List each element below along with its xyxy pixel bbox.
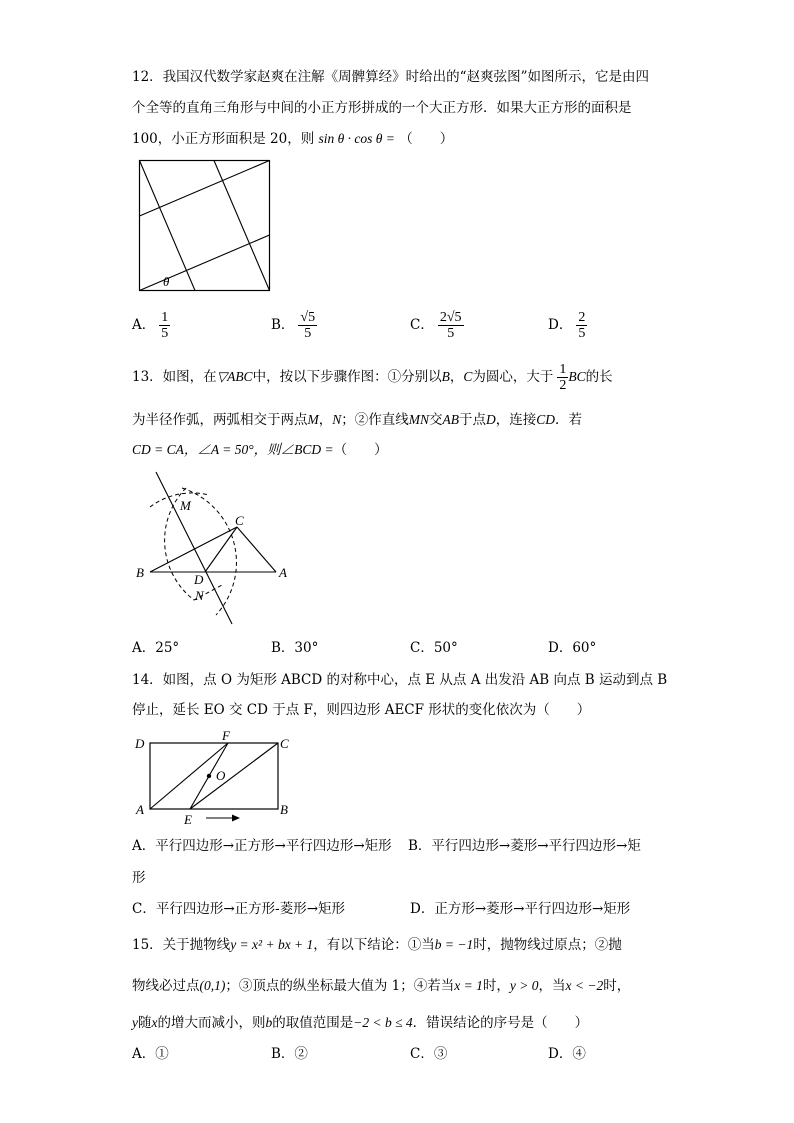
text: 于点 [459, 412, 487, 428]
option-letter: C． [410, 640, 434, 656]
text: ， [449, 369, 464, 385]
option-text: 50° [433, 640, 458, 656]
text: ， [318, 412, 333, 428]
q12-line3-prefix: 100，小正方形面积是 20，则 [132, 131, 315, 147]
option-text: ② [294, 1046, 308, 1062]
q12-option-b[interactable] [271, 310, 317, 341]
line-mn: MN [408, 412, 430, 427]
segment-ca [237, 527, 276, 572]
text: 时，抛物线过原点；②抛 [473, 937, 622, 953]
rectangle-diagram [134, 728, 304, 828]
q13-option-c[interactable] [410, 638, 458, 658]
option-text: 25° [155, 640, 180, 656]
segment-cd: CD [536, 412, 556, 427]
arrow-head [232, 815, 240, 822]
label-b: B [136, 565, 144, 580]
condition-x2: x < −2 [565, 978, 604, 993]
condition-x1: x = 1 [454, 978, 483, 993]
hypotenuse-1 [140, 235, 270, 291]
q14-option-b[interactable]: B．平行四边形→菱形→平行四边形→矩 [408, 838, 641, 854]
label-c: C [280, 736, 289, 751]
option-letter: C． [410, 317, 434, 333]
point-b: B [441, 369, 450, 384]
denominator: 5 [578, 326, 586, 341]
text: 15．关于抛物线 [132, 937, 231, 953]
fraction [576, 310, 587, 341]
label-a: A [136, 802, 144, 817]
q15-option-c[interactable] [410, 1044, 447, 1064]
text: 为半径作弧，两弧相交于两点 [132, 412, 308, 428]
condition-b: b = −1 [434, 937, 474, 952]
numerator: 1 [559, 362, 567, 377]
q14-option-b-wrap: 形 [132, 870, 146, 886]
numerator: √5 [300, 310, 316, 325]
outer-square [140, 161, 270, 291]
text: ，连接 [495, 412, 537, 428]
text: ．错误结论的序号是（ ） [412, 1015, 589, 1031]
q15-text-line3 [132, 1013, 588, 1033]
q12-option-c[interactable] [410, 310, 464, 341]
q12-option-d[interactable] [548, 310, 587, 341]
hypotenuse-4 [140, 161, 196, 291]
option-letter: A． [132, 1046, 156, 1062]
label-o: O [216, 768, 226, 783]
text: 交 [429, 412, 443, 428]
denominator: 2 [559, 378, 567, 393]
line-mn [156, 472, 232, 624]
q13-text-line3 [132, 440, 388, 460]
q15-option-b[interactable] [271, 1044, 308, 1064]
option-letter: B． [271, 640, 295, 656]
segment-ab: AB [442, 412, 460, 427]
text: 的长 [585, 369, 613, 385]
fraction [159, 310, 170, 341]
denominator: 5 [304, 326, 312, 341]
text: 时， [603, 978, 631, 994]
option-text: ① [155, 1046, 169, 1062]
text: 中，按以下步骤作图：①分别以 [252, 369, 442, 385]
text: ；②作直线 [341, 412, 409, 428]
hypotenuse-2 [214, 161, 270, 291]
answer-blank: （ ） [333, 442, 388, 458]
point-n: N [332, 412, 342, 427]
var-b: b [265, 1015, 273, 1030]
numerator: 1 [161, 310, 169, 325]
numerator: 2√5 [439, 310, 462, 325]
numerator: 2 [578, 310, 586, 325]
text: 时， [482, 978, 510, 994]
condition-expression: CD = CA，∠A = 50°，则∠BCD = [132, 442, 334, 457]
var-y: y [132, 1015, 138, 1030]
q14-option-a[interactable]: A．平行四边形→正方形→平行四边形→矩形 [132, 838, 392, 854]
q12-answer-blank: （ ） [399, 131, 454, 147]
option-letter: B． [271, 317, 295, 333]
point-c: C [463, 369, 473, 384]
option-letter: A． [132, 640, 156, 656]
q14-text-line1: 14．如图，点 O 为矩形 ABCD 的对称中心，点 E 从点 A 出发沿 AB 向点 B 运动到点 B [132, 672, 668, 688]
q14-option-d[interactable]: D．正方形→菱形→平行四边形→矩形 [410, 901, 631, 917]
fraction [298, 310, 317, 341]
text: ；③顶点的纵坐标最大值为 1；④若当 [225, 978, 455, 994]
option-letter: D． [548, 640, 573, 656]
label-d: D [194, 572, 204, 587]
q14-option-c[interactable]: C．平行四边形→正方形-菱形→矩形 [132, 901, 346, 917]
option-text: ④ [572, 1046, 586, 1062]
theta-label: θ [163, 274, 170, 289]
q12-expression: sin θ · cos θ = [318, 131, 395, 146]
fraction [438, 310, 464, 341]
point-0-1: (0,1) [199, 978, 226, 993]
text: 随 [138, 1015, 152, 1031]
hypotenuse-3 [140, 161, 270, 217]
option-text: ③ [433, 1046, 448, 1062]
segment-bc [150, 527, 237, 572]
option-text: 30° [294, 640, 319, 656]
text: 物线必过点 [132, 978, 200, 994]
denominator: 5 [161, 326, 169, 341]
label-e: E [184, 812, 192, 827]
q15-text-line1 [132, 935, 622, 955]
label-c: C [235, 513, 244, 528]
q12-text-line3 [132, 129, 453, 149]
half-fraction [557, 362, 568, 393]
label-d: D [135, 736, 145, 751]
text: ，当 [538, 978, 566, 994]
q15-option-d[interactable] [548, 1044, 586, 1064]
option-letter: B． [271, 1046, 295, 1062]
segment-ec [190, 743, 278, 809]
rectangle-abcd [150, 743, 278, 809]
text: 的增大而减小，则 [157, 1015, 266, 1031]
segment-cd [205, 527, 237, 572]
option-letter: A． [132, 317, 156, 333]
q15-text-line2 [132, 976, 630, 996]
point-d: D [486, 412, 496, 427]
denominator: 5 [447, 326, 455, 341]
condition-y: y > 0 [509, 978, 539, 993]
q13-option-b[interactable] [271, 638, 318, 658]
option-letter: D． [548, 1046, 573, 1062]
q13-text-line1 [132, 362, 613, 393]
point-m: M [307, 412, 319, 427]
triangle-name: ▽ABC [216, 369, 253, 384]
q12-option-a[interactable] [132, 310, 170, 341]
label-n: N [195, 588, 204, 603]
text: ．若 [555, 412, 583, 428]
label-m: M [180, 498, 191, 513]
var-x: x [151, 1015, 158, 1030]
segment-bc: BC [568, 369, 586, 384]
text: 13．如图，在 [132, 369, 217, 385]
option-text: 60° [572, 640, 597, 656]
q14-text-line2: 停止，延长 EO 交 CD 于点 F，则四边形 AECF 形状的变化依次为（ ） [132, 702, 591, 718]
text: ，有以下结论：①当 [313, 937, 435, 953]
center-point-o [207, 774, 211, 778]
construction-diagram [134, 470, 294, 630]
label-f: F [222, 728, 230, 743]
option-letter: C． [410, 1046, 434, 1062]
option-letter: D． [548, 317, 573, 333]
text: 为圆心，大于 [472, 369, 554, 385]
label-a: A [279, 565, 287, 580]
q13-option-d[interactable] [548, 638, 596, 658]
q15-option-a[interactable] [132, 1044, 169, 1064]
q12-text-line1: 12．我国汉代数学家赵爽在注解《周髀算经》时给出的“赵爽弦图”如图所示，它是由四 [132, 69, 649, 85]
range-expression: −2 < b ≤ 4 [353, 1015, 413, 1030]
q12-text-line2: 个全等的直角三角形与中间的小正方形拼成的一个大正方形．如果大正方形的面积是 [132, 100, 632, 116]
label-b: B [280, 802, 288, 817]
q13-option-a[interactable] [132, 638, 179, 658]
parabola-expression: y = x² + bx + 1 [230, 937, 314, 952]
zhao-shuang-diagram [139, 160, 271, 292]
text: 的取值范围是 [272, 1015, 354, 1031]
q13-text-line2 [132, 410, 582, 430]
